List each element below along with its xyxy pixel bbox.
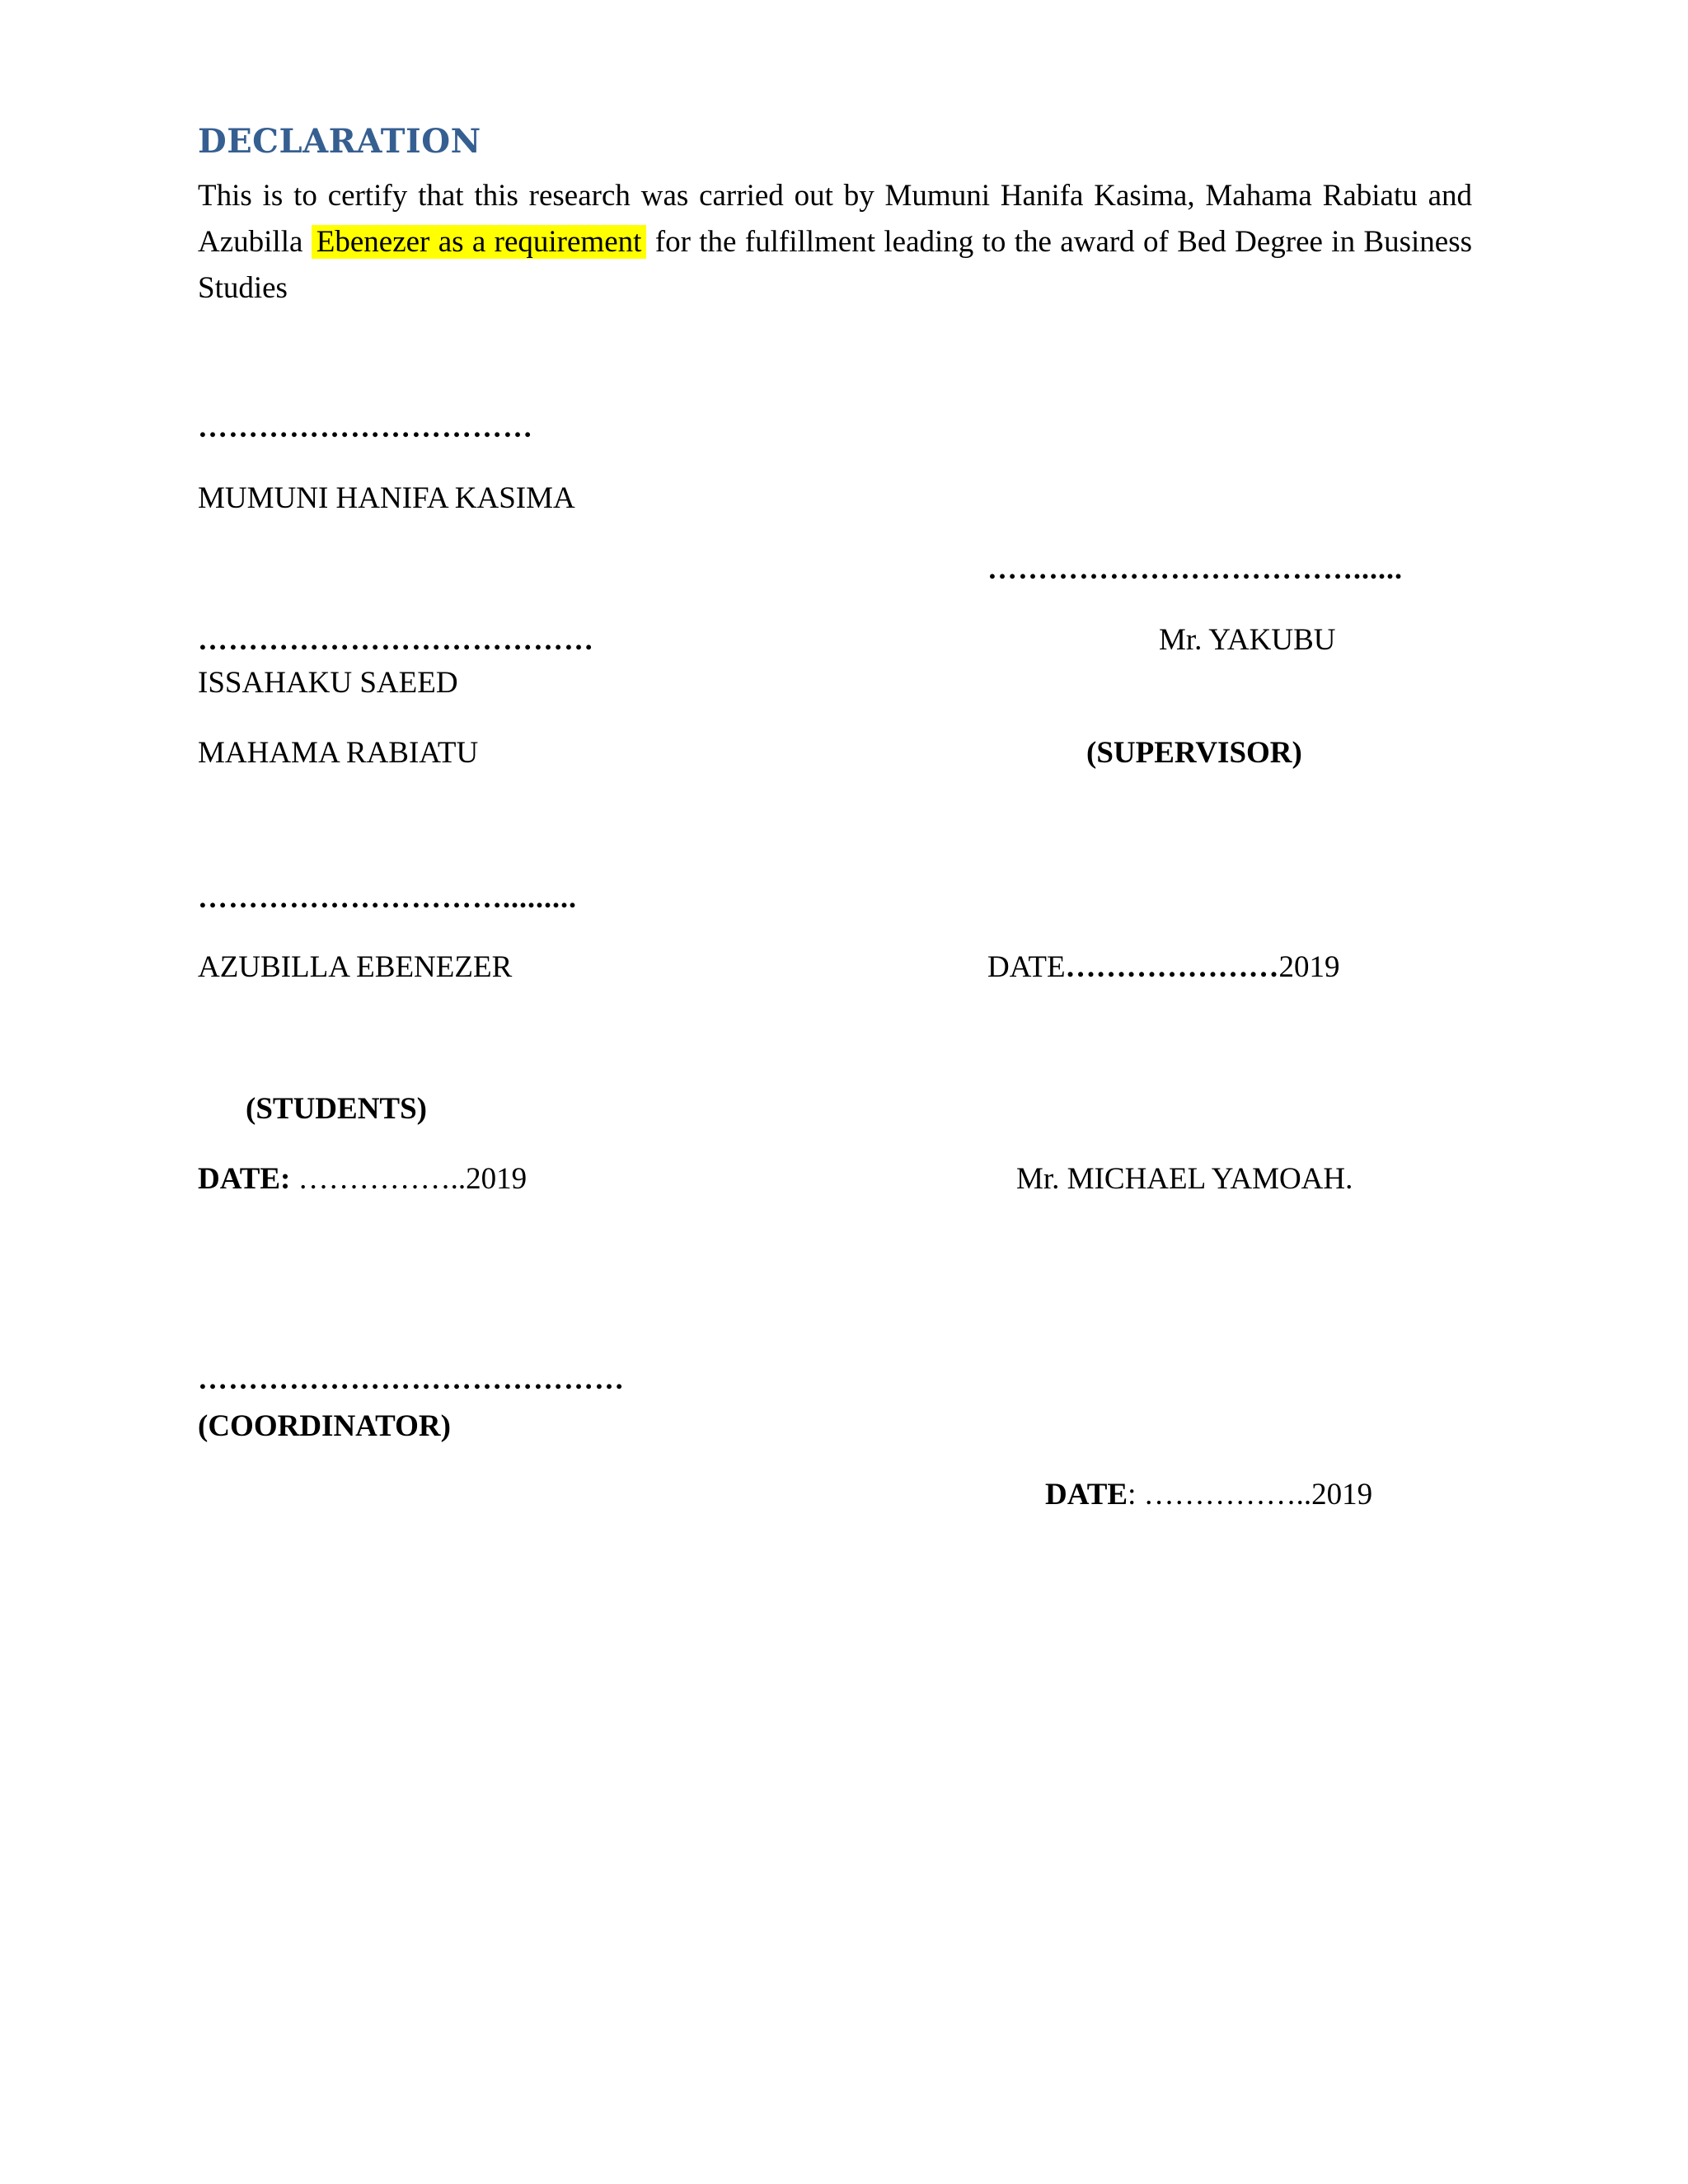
highlighted-text: Ebenezer as a requirement [312, 225, 647, 259]
supervisor-role-label: (SUPERVISOR) [1086, 736, 1302, 770]
students-role-label: (STUDENTS) [246, 1092, 427, 1126]
paragraph-text-end: for the fulfillment leading to the award of Bed Degree in Business Studies [198, 225, 1473, 305]
declaration-paragraph [198, 173, 1472, 312]
student-name-4: AZUBILLA EBENEZER [198, 950, 513, 984]
page-title: DECLARATION [198, 122, 481, 161]
coordinator-name: Mr. MICHAEL YAMOAH. [1016, 1162, 1353, 1196]
student-name-1: MUMUNI HANIFA KASIMA [198, 481, 575, 515]
supervisor-date-year: 2019 [1278, 950, 1340, 984]
students-date [198, 1164, 527, 1194]
signature-line-coordinator: …………………………………… [198, 1362, 625, 1395]
supervisor-date-label: DATE [987, 950, 1066, 984]
signature-line-student-2: ………………………………… [198, 623, 594, 656]
signature-line-supervisor: ………………………………...... [987, 552, 1403, 585]
coordinator-date-label: DATE [1045, 1478, 1128, 1511]
coordinator-date-value: : ……………..2019 [1128, 1478, 1373, 1511]
supervisor-date [987, 952, 1340, 982]
paragraph-text-start: This is to certify that this research was carried out by Mumuni Hanifa Kasima, Mahama Rabiatu and Azubilla [198, 179, 1472, 259]
coordinator-role-label: (COORDINATOR) [198, 1409, 451, 1443]
students-date-value: ……………..2019 [290, 1162, 528, 1196]
supervisor-name: Mr. YAKUBU [1159, 623, 1336, 657]
coordinator-date [1045, 1479, 1372, 1510]
supervisor-date-dots: ………………… [1065, 950, 1279, 984]
signature-line-student-3: …………………………......... [198, 881, 577, 914]
student-name-3: MAHAMA RABIATU [198, 736, 479, 770]
signature-line-student-1: …………………………… [198, 410, 533, 443]
student-name-2: ISSAHAKU SAEED [198, 666, 458, 700]
students-date-label: DATE: [198, 1162, 291, 1196]
